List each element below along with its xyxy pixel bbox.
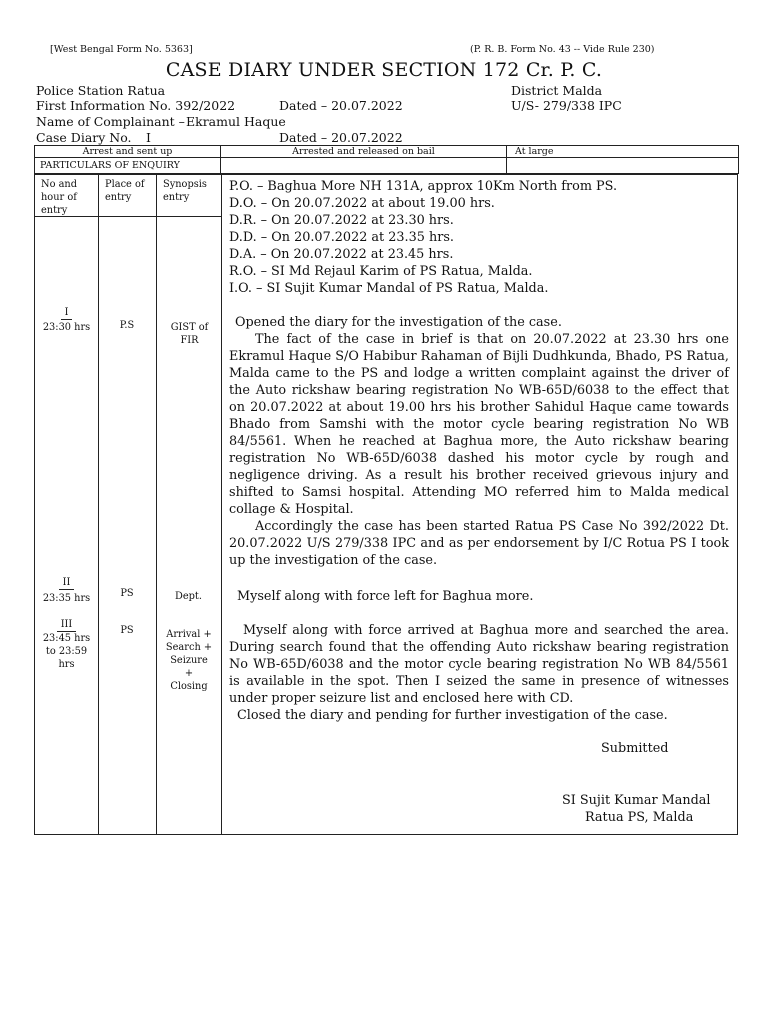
arrest-sent-up-header: Arrest and sent up — [35, 146, 221, 158]
summary-dr: D.R. – On 20.07.2022 at 23.30 hrs. — [229, 213, 454, 228]
at-large-cell — [507, 158, 739, 174]
summary-da: D.A. – On 20.07.2022 at 23.45 hrs. — [229, 247, 454, 262]
summary-block — [229, 178, 729, 297]
entry-2-synopsis: Dept. — [175, 591, 202, 602]
form-reference-left: [West Bengal Form No. 5363] — [50, 44, 193, 55]
summary-do: D.O. – On 20.07.2022 at about 19.00 hrs. — [229, 196, 495, 211]
at-large-header: At large — [507, 146, 739, 158]
entry-1-text — [229, 314, 729, 569]
entry-2-text: Myself along with force left for Baghua more. — [237, 589, 534, 604]
entry-1-hour: 23:30 hrs — [42, 322, 91, 333]
summary-po: P.O. – Baghua More NH 131A, approx 10Km North from PS. — [229, 179, 618, 194]
column-header-no-hour: No and hour of entry — [41, 179, 78, 216]
summary-ro: R.O. – SI Md Rejaul Karim of PS Ratua, Malda. — [229, 264, 533, 279]
entry-3-hour: 23:45 hrs to 23:59 hrs — [42, 633, 91, 670]
signature-station: Ratua PS, Malda — [585, 810, 694, 825]
entry-3-synopsis: Arrival + Search + Seizure + Closing — [165, 629, 213, 692]
submitted-label: Submitted — [601, 741, 669, 756]
complainant-label: Name of Complainant – — [36, 114, 185, 129]
sections: U/S- 279/338 IPC — [511, 98, 622, 113]
entry-3-place: PS — [120, 625, 134, 636]
column-header-place: Place of entry — [105, 179, 145, 203]
column-divider-3 — [221, 175, 222, 834]
entry-3-number: III — [35, 618, 98, 632]
signature-officer: SI Sujit Kumar Mandal — [562, 793, 711, 808]
fir-number: First Information No. 392/2022 — [36, 98, 236, 113]
entry-2-hour: 23:35 hrs — [42, 593, 91, 604]
complainant-name: Ekramul Haque — [186, 114, 286, 129]
entry-3-paragraph-closed: Closed the diary and pending for further investigation of the case. — [237, 708, 668, 723]
arrested-bail-header: Arrested and released on bail — [221, 146, 507, 158]
entry-2-number: II — [35, 576, 98, 590]
form-reference-right: (P. R. B. Form No. 43 -- Vide Rule 230) — [470, 44, 655, 55]
entry-1-synopsis: GIST of FIR — [170, 322, 209, 346]
police-station: Police Station Ratua — [36, 83, 166, 98]
arrested-bail-cell — [221, 158, 507, 174]
entry-1-paragraph-opened: Opened the diary for the investigation of the case. — [235, 315, 562, 330]
district: District Malda — [511, 83, 603, 98]
entry-3-text — [229, 622, 729, 724]
entry-1-paragraph-accordingly: Accordingly the case has been started Ratua PS Case No 392/2022 Dt. 20.07.2022 U/S 279/338 IPC and as per endorsement by I/C Rotua PS I took up the investigation of the case. — [229, 519, 729, 568]
case-diary-dated: Dated – 20.07.2022 — [279, 130, 403, 145]
entry-1-place: P.S — [119, 320, 135, 331]
status-table — [34, 145, 739, 174]
case-diary-label: Case Diary No. — [36, 130, 132, 145]
column-divider-1 — [98, 175, 99, 834]
document-title: CASE DIARY UNDER SECTION 172 Cr. P. C. — [165, 59, 603, 81]
fir-dated: Dated – 20.07.2022 — [279, 98, 403, 113]
case-diary-number: I — [146, 130, 151, 145]
diary-body — [34, 174, 738, 835]
particulars-of-enquiry: PARTICULARS OF ENQUIRY — [35, 158, 221, 174]
entry-3-paragraph-search: Myself along with force arrived at Baghua more and searched the area. During search found that the offending Auto rickshaw bearing registration No WB-65D/6038 and the motor cycle bearing registration No WB 84/5561 is available in the spot. Then I seized the same in presence of witnesses under proper seizure list and enclosed here with CD. — [229, 623, 729, 706]
summary-dd: D.D. – On 20.07.2022 at 23.35 hrs. — [229, 230, 454, 245]
column-header-synopsis: Synopsis entry — [163, 179, 207, 203]
column-divider-2 — [156, 175, 157, 834]
entry-2-place: PS — [120, 588, 134, 599]
entry-1-paragraph-facts: The fact of the case in brief is that on 20.07.2022 at 23.30 hrs one Ekramul Haque S/O Habibur Rahaman of Bijli Dudhkunda, Bhado, PS Ratua, Malda came to the PS and lodge a written complaint against the driver of the Auto rickshaw bearing registration No WB-65D/6038 to the effect that on 20.07.2022 at about 19.00 hrs his brother Sahidul Haque came towards Bhado from Samshi with the motor cycle bearing registration No WB 84/5561. When he reached at Baghua more, the Auto rickshaw bearing registration No WB-65D/6038 dashed his motor cycle by rough and negligence driving. As a result his brother received grievous injury and shifted to Samsi hospital. Attending MO referred him to Malda medical collage & Hospital. — [229, 332, 729, 517]
entry-1-number: I — [35, 306, 98, 320]
summary-io: I.O. – SI Sujit Kumar Mandal of PS Ratua, Malda. — [229, 281, 549, 296]
